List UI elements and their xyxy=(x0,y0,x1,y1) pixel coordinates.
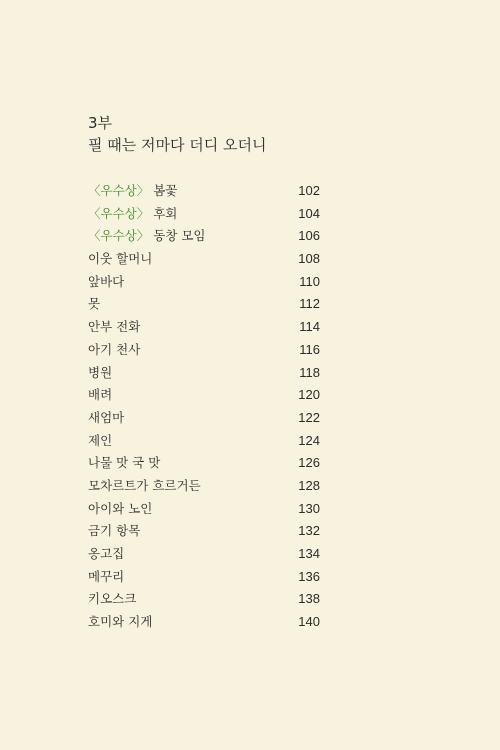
toc-entry xyxy=(88,293,320,316)
toc-entry-title: 제인 xyxy=(88,432,113,448)
toc-entry-title-group xyxy=(88,588,136,611)
toc-entry-title-group xyxy=(88,225,206,248)
toc-entry-title-group xyxy=(88,407,124,430)
toc-entry-title: 호미와 지게 xyxy=(88,614,153,630)
toc-entry-page-number: 102 xyxy=(298,183,320,198)
toc-entry-page-number: 126 xyxy=(298,455,320,471)
toc-entry-page-number: 120 xyxy=(298,387,320,403)
toc-entry-page-number: 112 xyxy=(299,296,320,312)
toc-entry xyxy=(88,566,320,589)
toc-entry-title: 동창 모임 xyxy=(153,228,206,244)
toc-entry xyxy=(88,316,320,339)
award-label: 〈우수상〉 xyxy=(88,205,150,221)
table-of-contents xyxy=(88,180,320,634)
toc-entry xyxy=(88,407,320,430)
award-label: 〈우수상〉 xyxy=(88,183,150,198)
toc-entry xyxy=(88,225,320,248)
toc-entry-title: 새엄마 xyxy=(88,409,125,425)
toc-entry xyxy=(88,384,320,407)
toc-entry xyxy=(88,430,320,453)
toc-entry-page-number: 114 xyxy=(299,319,320,335)
part-title: 필 때는 저마다 더디 오더니 xyxy=(88,136,267,154)
toc-entry-title: 옹고집 xyxy=(88,546,125,561)
toc-entry-title-group xyxy=(88,520,140,543)
toc-entry-title: 모차르트가 흐르거든 xyxy=(88,477,201,493)
toc-entry-title-group xyxy=(88,271,124,294)
toc-entry-title-group xyxy=(88,498,152,521)
toc-entry-title: 배려 xyxy=(88,387,113,403)
toc-entry-title-group xyxy=(88,248,152,271)
toc-entry-page-number: 136 xyxy=(298,568,320,584)
toc-entry-page-number: 108 xyxy=(298,251,320,267)
toc-entry-title-group xyxy=(88,452,160,475)
toc-entry-page-number: 116 xyxy=(299,341,320,357)
toc-entry-page-number: 122 xyxy=(298,409,320,425)
toc-entry xyxy=(88,611,320,634)
toc-entry-title-group xyxy=(88,362,112,385)
toc-entry xyxy=(88,339,320,362)
award-label: 〈우수상〉 xyxy=(88,228,150,244)
toc-entry-title: 금기 항목 xyxy=(88,523,141,539)
toc-entry-title: 아기 천사 xyxy=(88,341,141,357)
toc-entry-title: 이웃 할머니 xyxy=(88,251,153,267)
toc-entry-page-number: 104 xyxy=(298,205,320,221)
toc-entry-page-number: 140 xyxy=(298,614,320,630)
toc-entry xyxy=(88,248,320,271)
toc-entry-title: 키오스크 xyxy=(88,591,137,607)
toc-entry-page-number: 132 xyxy=(298,523,320,539)
toc-entry-title-group xyxy=(88,293,100,316)
toc-entry-title-group xyxy=(88,475,201,498)
toc-entry-title: 안부 전화 xyxy=(88,319,141,335)
toc-entry xyxy=(88,203,320,226)
toc-entry-title: 봄꽃 xyxy=(153,183,178,198)
toc-entry-title-group xyxy=(88,339,140,362)
toc-entry-page-number: 134 xyxy=(298,546,320,561)
toc-entry xyxy=(88,180,320,203)
toc-entry xyxy=(88,588,320,611)
toc-entry-title-group xyxy=(88,566,124,589)
toc-entry xyxy=(88,475,320,498)
toc-entry-title-group xyxy=(88,430,112,453)
toc-entry-page-number: 130 xyxy=(298,500,320,516)
toc-entry-title-group xyxy=(88,384,112,407)
toc-entry xyxy=(88,498,320,521)
toc-entry xyxy=(88,362,320,385)
toc-entry-page-number: 110 xyxy=(299,273,320,289)
toc-entry-title-group xyxy=(88,203,177,226)
toc-entry-title: 앞바다 xyxy=(88,273,125,289)
part-number: 3부 xyxy=(88,114,113,132)
toc-entry-title-group xyxy=(88,543,124,566)
toc-entry-title: 병원 xyxy=(88,364,113,380)
toc-entry xyxy=(88,271,320,294)
toc-entry-title: 메꾸리 xyxy=(88,568,125,584)
toc-entry-title: 못 xyxy=(88,296,101,312)
toc-entry xyxy=(88,520,320,543)
toc-entry-page-number: 124 xyxy=(298,432,320,448)
toc-entry-title-group xyxy=(88,611,152,634)
toc-entry-title: 나물 맛 국 맛 xyxy=(88,455,161,471)
toc-entry-page-number: 118 xyxy=(299,364,320,380)
toc-entry xyxy=(88,543,320,566)
toc-entry-title: 후회 xyxy=(153,205,178,221)
toc-entry-page-number: 106 xyxy=(298,228,320,244)
toc-entry-page-number: 128 xyxy=(298,477,320,493)
toc-entry-page-number: 138 xyxy=(298,591,320,607)
toc-entry-title-group xyxy=(88,316,140,339)
toc-entry-title: 아이와 노인 xyxy=(88,500,153,516)
toc-entry-title-group xyxy=(88,180,177,203)
toc-entry xyxy=(88,452,320,475)
